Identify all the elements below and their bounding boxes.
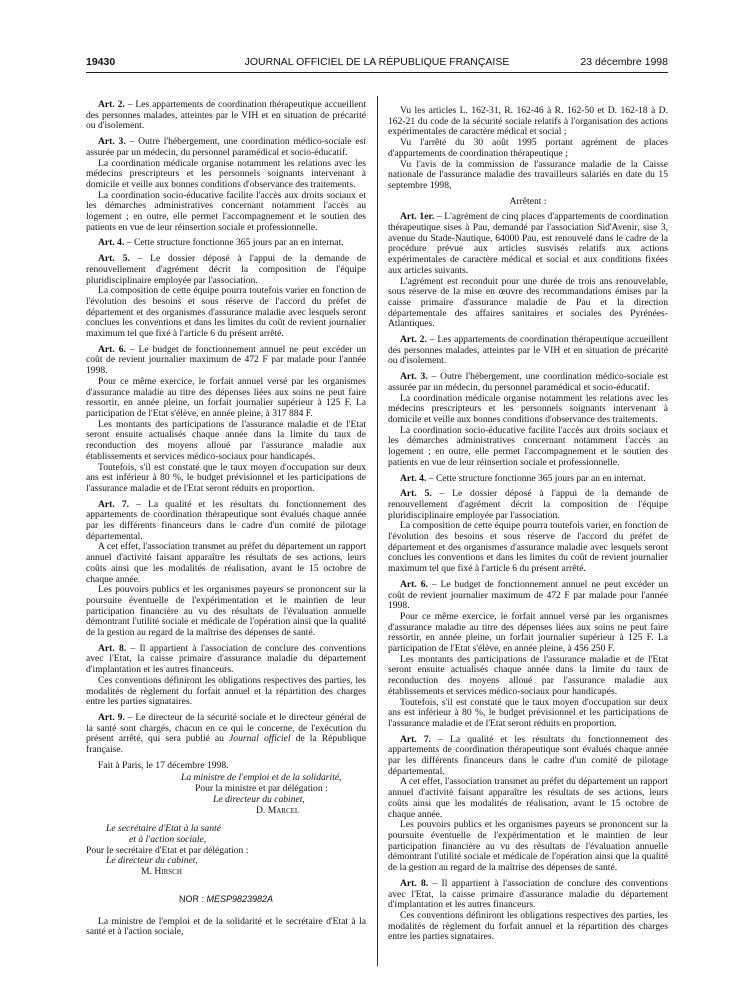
article-4: Art. 4. – Cette structure fonctionne 365 jours par an en internat.	[98, 237, 344, 249]
paragraph: A cet effet, l'association transmet au préfet du département un rapport annuel d'activité faisant apparaître les résultats de ses actions, leurs coûts ainsi que les modalités de réalisation, avant le 15 octobre de chaque année.	[86, 541, 366, 585]
article-1: Art. 1er. – L'agrément de cinq places d'appartements de coordination thérapeutique sises à Pau, demandé par l'association Sid'Avenir, sise 3, avenue du Stade-Nautique, 64000 Pau, est renouvelé dans le cadre de la procédure prévue aux articles susvisés relatifs aux actions expérimentales de caractère médical et social et aux conditions fixées aux articles suivants.	[388, 211, 668, 276]
paragraph: A cet effet, l'association transmet au préfet du département un rapport annuel d'activité faisant apparaître les résultats de ses actions, leurs coûts ainsi que les modalités de réalisation, avant le 15 octobre de chaque année.	[388, 776, 668, 820]
article-2: Art. 2. – Les appartements de coordination thérapeutique accueillent des personnes malades, atteintes par le VIH et en situation de précarité ou d'isolement.	[86, 99, 366, 132]
paragraph: La coordination socio-éducative facilite l'accès aux droits sociaux et les démarches administratives concernant notamment l'accès au logement ; en outre, elle permet l'accompagnement et le soutien des patients en vue de leur réinsertion sociale et professionnelle.	[86, 189, 366, 233]
visa: Vu l'arrêté du 30 août 1995 portant agrément de places d'appartements de coordination thérapeutique ;	[388, 137, 668, 159]
article-9: Art. 9. – Le directeur de la sécurité sociale et le directeur général de la santé sont chargés, chacun en ce qui le concerne, de l'exécution du présent arrêté, qui sera publié au Journal officiel de la République française.	[86, 711, 367, 756]
paragraph: La composition de cette équipe pourra toutefois varier, en fonction de l'évolution des besoins et sous réserve de l'accord du préfet de département et des organismes d'assurance maladie avec lesquels seront conclues les conventions et dans les limites du coût de revient journalier maximum tel que fixé à l'article 6 du présent arrêté.	[388, 520, 668, 575]
paragraph: La coordination socio-éducative facilite l'accès aux droits sociaux et les démarches administratives concernant notamment l'accès au logement ; en outre, elle permet l'accompagnement et le soutien des patients en vue de leur réinsertion sociale et professionnelle.	[388, 424, 668, 468]
signature-block-1: La ministre de l'emploi et de la solidarité, Pour la ministre et par délégation : Le directeur du cabinet, D. Marcel	[181, 772, 342, 816]
journal-title: JOURNAL OFFICIEL DE LA RÉPUBLIQUE FRANÇAISE	[244, 56, 510, 68]
article-5: Art. 5. – Le dossier déposé à l'appui de la demande de renouvellement d'agrément décrit la composition de l'équipe pluridisciplinaire employée par l'association.	[388, 488, 668, 521]
article-3: Art. 3. – Outre l'hébergement, une coordination médico-sociale est assurée par un médecin, du personnel paramédical et socio-éducatif.	[388, 371, 668, 393]
paragraph: Toutefois, s'il est constaté que le taux moyen d'occupation sur deux ans est inférieur à 80 %, le budget prévisionnel et les participations de l'assurance maladie et de l'Etat seront réduits en proportion.	[388, 696, 668, 729]
signature-block-2: Le secrétaire d'Etat à la santé et à l'action sociale, Pour le secrétaire d'Etat et par délégation : Le directeur du cabinet, M. Hirsch	[86, 823, 249, 878]
page-header	[86, 56, 668, 70]
paragraph: Les montants des participations de l'assurance maladie et de l'Etat seront ensuite actualisés chaque année dans la limite du taux de reconduction des moyens alloué par l'assurance maladie aux établissements et services médico-sociaux pour handicapés.	[86, 418, 366, 462]
article-8: Art. 8. – Il appartient à l'association de conclure des conventions avec l'Etat, la caisse primaire d'assurance maladie du département d'implantation et les autres financeurs.	[388, 877, 668, 911]
article-3: Art. 3. – Outre l'hébergement, une coordination médico-sociale est assurée par un médecin, du personnel paramédical et socio-éducatif.	[86, 136, 366, 158]
article-7: Art. 7. – La qualité et les résultats du fonctionnement des appartements de coordination thérapeutique sont évalués chaque année par les différents financeurs dans le cadre d'un comité de pilotage départemental.	[86, 498, 366, 542]
paragraph: La composition de cette équipe pourra toutefois varier en fonction de l'évolution des besoins et sous réserve de l'accord du préfet de département et des organismes d'assurance maladie avec lesquels seront conclues les conventions et dans les limites du coût de revient journalier maximum tel que fixé à l'article 6 du présent arrêté.	[86, 285, 366, 340]
article-2: Art. 2. – Les appartements de coordination thérapeutique accueillent des personnes malades, atteintes par le VIH et en situation de précarité ou d'isolement.	[388, 334, 668, 367]
right-column	[388, 106, 668, 943]
article-7: Art. 7. – La qualité et les résultats du fonctionnement des appartements de coordination thérapeutique sont évalués chaque année par les différents financeurs dans le cadre d'un comité de pilotage départemental.	[388, 733, 668, 777]
signature-date: Fait à Paris, le 17 décembre 1998.	[98, 759, 229, 771]
paragraph: Pour ce même exercice, le forfait annuel versé par les organismes d'assurance maladie au titre des dépenses liées aux soins ne peut faire ressortir, en année pleine, un forfait journalier supérieur à 125 F. La participation de l'Etat s'élève, en année pleine, à 317 884 F.	[86, 375, 366, 419]
paragraph: Ces conventions définiront les obligations respectives des parties, les modalités de règlement du forfait annuel et la répartition des charges entre les parties signataires.	[388, 909, 668, 943]
paragraph: L'agrément est reconduit pour une durée de trois ans renouvelable, sous réserve de la mise en œuvre des recommandations émises par la caisse primaire d'assurance maladie de Pau et la direction départementale des affaires sanitaires et sociales des Pyrénées-Atlantiques.	[388, 275, 668, 330]
paragraph: La coordination médicale organise notamment les relations avec les médecins prescripteurs et les personnels soignants intervenant à domicile et veille aux bonnes conditions d'observance des traitements.	[388, 392, 668, 425]
article-5: Art. 5. – Le dossier déposé à l'appui de la demande de renouvellement d'agrément décrit la composition de l'équipe pluridisciplinaire employée par l'association.	[86, 253, 366, 286]
paragraph: Ces conventions définiront les obligations respectives des parties, les modalités de règlement du forfait annuel et la répartition des charges entre les parties signataires.	[86, 674, 366, 708]
page-number: 19430	[86, 56, 116, 68]
issue-date: 23 décembre 1998	[580, 56, 668, 68]
article-6: Art. 6. – Le budget de fonctionnement annuel ne peut excéder un coût de revient journalier maximum de 472 F par malade pour l'année 1998.	[388, 578, 668, 612]
header-rule	[86, 72, 668, 73]
arretent-heading: Arrêtent :	[509, 195, 547, 207]
visa: Vu l'avis de la commission de l'assurance maladie de la Caisse nationale de l'assurance maladie des travailleurs salariés en date du 15 septembre 1998,	[388, 158, 668, 191]
article-4: Art. 4. – Cette structure fonctionne 365 jours par an en internat.	[400, 472, 646, 484]
paragraph: Les pouvoirs publics et les organismes payeurs se prononcent sur la poursuite éventuelle de l'expérimentation et le maintien de leur participation financière au vu des résultats de l'évaluation annuelle démontrant l'utilité sociale et médicale de l'opération ainsi que la qualité de la gestion au regard de la maîtrise des dépenses de santé.	[388, 819, 668, 874]
paragraph: Toutefois, s'il est constaté que le taux moyen d'occupation sur deux ans est inférieur à 80 %, le budget prévisionnel et les participations de l'assurance maladie et de l'Etat seront réduits en proportion.	[86, 461, 366, 494]
paragraph: Les montants des participations de l'assurance maladie et de l'Etat seront ensuite actualisés chaque année dans la limite du taux de reconduction des moyens alloué par l'assurance maladie aux établissements et services médico-sociaux pour handicapés.	[388, 653, 668, 697]
paragraph: Les pouvoirs publics et les organismes payeurs se prononcent sur la poursuite éventuelle de l'expérimentation et le maintien de leur participation financière au vu des résultats de l'évaluation annuelle démontrant l'utilité sociale et médicale de l'opération ainsi que la qualité de la gestion au regard de la maîtrise des dépenses de santé.	[86, 584, 366, 639]
article-8: Art. 8. – Il appartient à l'association de conclure des conventions avec l'Etat, la caisse primaire d'assurance maladie du département d'implantation et les autres financeurs.	[86, 642, 366, 676]
paragraph: La coordination médicale organise notamment les relations avec les médecins prescripteurs et les personnels soignants intervenant à domicile et veille aux bonnes conditions d'observance des traitements.	[86, 157, 366, 190]
nor-reference: NOR : MESP9823982A	[178, 893, 274, 904]
left-column	[86, 100, 366, 938]
paragraph: La ministre de l'emploi et de la solidarité et le secrétaire d'Etat à la santé et à l'action sociale,	[86, 915, 366, 938]
column-separator	[377, 96, 378, 966]
paragraph: Pour ce même exercice, le forfait annuel versé par les organismes d'assurance maladie au titre des dépenses liées aux soins ne peut faire ressortir, en année pleine, un forfait journalier supérieur à 125 F. La participation de l'Etat s'élève, en année pleine, à 456 250 F.	[388, 610, 668, 655]
article-6: Art. 6. – Le budget de fonctionnement annuel ne peut excéder un coût de revient journalier maximum de 472 F par malade pour l'année 1998.	[86, 343, 366, 377]
visa: Vu les articles L. 162-31, R. 162-46 à R. 162-50 et D. 162-18 à D. 162-21 du code de la sécurité sociale relatifs à l'organisation des actions expérimentales de caractère médical et social ;	[388, 105, 668, 138]
